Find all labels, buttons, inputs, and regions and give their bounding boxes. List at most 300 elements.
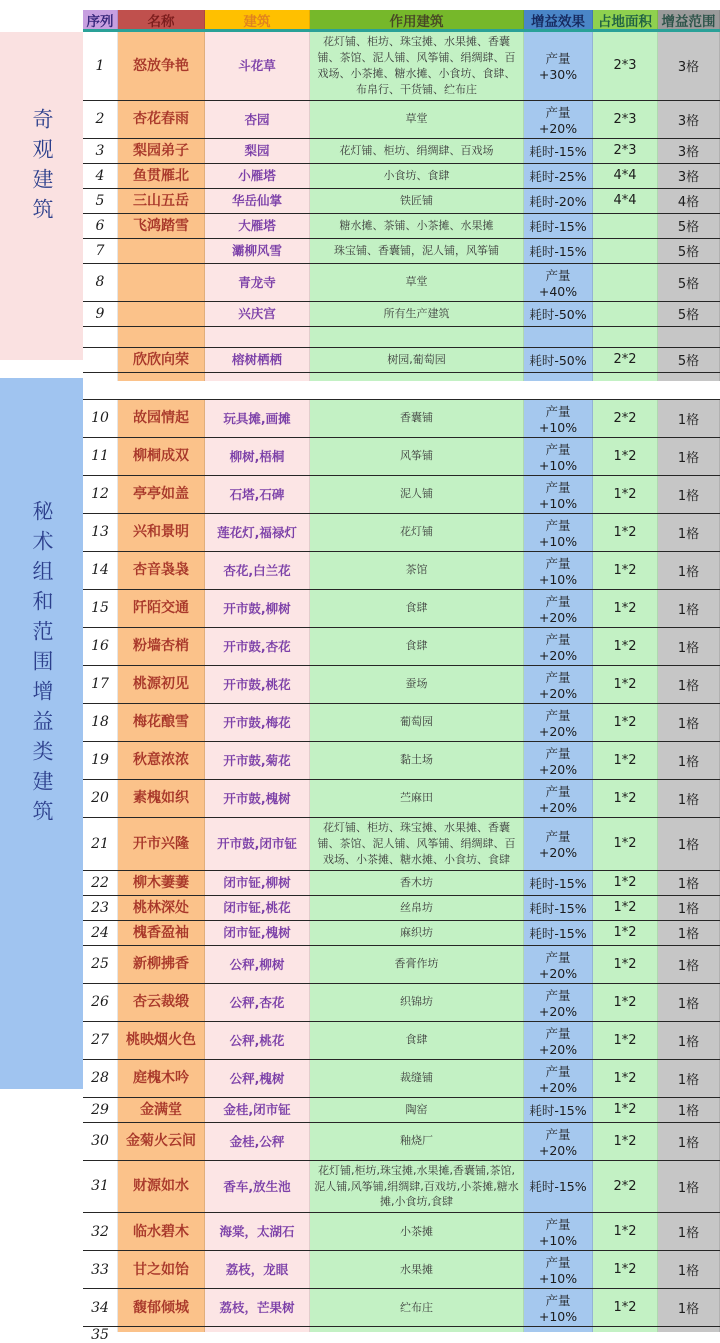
cell-area[interactable]: 1*2 [593, 896, 658, 920]
cell-range[interactable]: 1格 [658, 438, 720, 475]
cell-range[interactable]: 3格 [658, 32, 720, 100]
cell-area[interactable]: 2*3 [593, 32, 658, 100]
cell-seq[interactable]: 26 [83, 984, 118, 1021]
cell-area[interactable]: 2*2 [593, 348, 658, 372]
cell-range[interactable]: 1格 [658, 896, 720, 920]
table-row [83, 513, 720, 551]
cell-building[interactable] [205, 373, 310, 381]
cell-seq[interactable]: 35 [83, 1327, 118, 1332]
cell-targets[interactable] [310, 373, 524, 381]
cell-range[interactable]: 1格 [658, 818, 720, 870]
cell-name[interactable]: 金菊火云间 [118, 1123, 205, 1160]
cell-targets[interactable]: 草堂 [310, 264, 524, 301]
cell-effect[interactable]: 产量+10% [524, 552, 593, 589]
cell-seq[interactable]: 9 [83, 302, 118, 326]
cell-name[interactable]: 金满堂 [118, 1098, 205, 1122]
header-seq[interactable]: 序列 [83, 10, 118, 29]
cell-area[interactable]: 1*2 [593, 552, 658, 589]
cell-range[interactable]: 1格 [658, 780, 720, 817]
cell-name[interactable] [118, 373, 205, 381]
cell-building[interactable]: 小雁塔 [205, 164, 310, 188]
cell-targets[interactable]: 花灯铺,柜坊,珠宝摊,水果摊,香囊铺,茶馆,泥人铺,风筝铺,绢绸肆,百戏坊,小茶摊,糖水摊,小食坊,食肆 [310, 1161, 524, 1213]
cell-name[interactable]: 临水碧木 [118, 1213, 205, 1250]
cell-targets[interactable]: 黏土场 [310, 742, 524, 779]
cell-name[interactable]: 兴和景明 [118, 514, 205, 551]
cell-area[interactable]: 1*2 [593, 984, 658, 1021]
cell-area[interactable] [593, 214, 658, 238]
cell-effect[interactable]: 耗时-15% [524, 871, 593, 895]
cell-effect[interactable]: 产量+10% [524, 1251, 593, 1288]
cell-range[interactable]: 3格 [658, 139, 720, 163]
table-row [83, 817, 720, 870]
cell-range[interactable]: 1格 [658, 628, 720, 665]
cell-range[interactable]: 1格 [658, 1098, 720, 1122]
cell-building[interactable]: 青龙寺 [205, 264, 310, 301]
table-row [83, 627, 720, 665]
cell-area[interactable]: 1*2 [593, 476, 658, 513]
cell-building[interactable]: 杏花,白兰花 [205, 552, 310, 589]
cell-targets[interactable]: 丝帛坊 [310, 896, 524, 920]
cell-range[interactable]: 1格 [658, 666, 720, 703]
cell-effect[interactable]: 耗时-25% [524, 164, 593, 188]
cell-building[interactable]: 梨园 [205, 139, 310, 163]
cell-seq[interactable]: 22 [83, 871, 118, 895]
cell-targets[interactable]: 花灯铺、柜坊、绢绸肆、百戏场 [310, 139, 524, 163]
cell-range[interactable]: 1格 [658, 514, 720, 551]
cell-seq[interactable]: 4 [83, 164, 118, 188]
cell-effect[interactable]: 耗时-15% [524, 214, 593, 238]
cell-area[interactable]: 2*2 [593, 1161, 658, 1213]
cell-seq[interactable]: 5 [83, 189, 118, 213]
cell-area[interactable]: 2*3 [593, 139, 658, 163]
cell-range[interactable]: 1格 [658, 742, 720, 779]
cell-building[interactable]: 闭市钲,槐树 [205, 921, 310, 945]
cell-area[interactable]: 1*2 [593, 514, 658, 551]
cell-range[interactable]: 1格 [658, 1161, 720, 1213]
cell-targets[interactable]: 苎麻田 [310, 780, 524, 817]
cell-name[interactable] [118, 264, 205, 301]
cell-effect[interactable]: 产量+20% [524, 780, 593, 817]
cell-building[interactable]: 斗花草 [205, 32, 310, 100]
cell-range[interactable]: 1格 [658, 1123, 720, 1160]
cell-building[interactable] [205, 327, 310, 347]
section-label-wonder-text: 奇观建筑 [30, 108, 55, 228]
cell-effect[interactable]: 产量+10% [524, 400, 593, 437]
cell-effect[interactable] [524, 327, 593, 347]
cell-building[interactable]: 大雁塔 [205, 214, 310, 238]
cell-targets[interactable]: 香囊铺 [310, 400, 524, 437]
header-name[interactable]: 名称 [118, 10, 205, 29]
table-row [83, 400, 720, 437]
cell-name[interactable]: 梅花酿雪 [118, 704, 205, 741]
cell-range[interactable]: 1格 [658, 704, 720, 741]
cell-targets[interactable] [310, 327, 524, 347]
cell-effect[interactable] [524, 1327, 593, 1332]
cell-effect[interactable]: 产量+20% [524, 1022, 593, 1059]
cell-targets[interactable]: 蚕场 [310, 666, 524, 703]
cell-name[interactable]: 庭槐木吟 [118, 1060, 205, 1097]
table-row [83, 945, 720, 983]
cell-effect[interactable]: 产量+20% [524, 590, 593, 627]
cell-seq[interactable]: 1 [83, 32, 118, 100]
table-row [83, 1212, 720, 1250]
cell-seq[interactable] [83, 348, 118, 372]
cell-area[interactable]: 1*2 [593, 871, 658, 895]
table-row [83, 1021, 720, 1059]
cell-building[interactable] [205, 1327, 310, 1332]
cell-area[interactable]: 1*2 [593, 818, 658, 870]
cell-targets[interactable]: 茶馆 [310, 552, 524, 589]
cell-name[interactable]: 秋意浓浓 [118, 742, 205, 779]
cell-targets[interactable]: 所有生产建筑 [310, 302, 524, 326]
cell-targets[interactable]: 葡萄园 [310, 704, 524, 741]
cell-effect[interactable]: 耗时-50% [524, 302, 593, 326]
cell-building[interactable]: 开市鼓,杏花 [205, 628, 310, 665]
cell-targets[interactable]: 风筝铺 [310, 438, 524, 475]
cell-targets[interactable]: 草堂 [310, 101, 524, 138]
cell-effect[interactable]: 产量+10% [524, 476, 593, 513]
cell-targets[interactable]: 纻布庄 [310, 1289, 524, 1326]
cell-building[interactable]: 榕树栖栖 [205, 348, 310, 372]
cell-targets[interactable]: 釉烧厂 [310, 1123, 524, 1160]
header-building[interactable]: 建筑 [205, 10, 310, 29]
cell-effect[interactable]: 耗时-15% [524, 896, 593, 920]
cell-seq[interactable] [83, 327, 118, 347]
cell-building[interactable]: 闭市钲,桃花 [205, 896, 310, 920]
cell-building[interactable]: 公秤,柳树 [205, 946, 310, 983]
cell-targets[interactable]: 铁匠铺 [310, 189, 524, 213]
cell-range[interactable]: 1格 [658, 1289, 720, 1326]
cell-area[interactable]: 2*3 [593, 101, 658, 138]
cell-effect[interactable]: 产量+20% [524, 818, 593, 870]
cell-range[interactable] [658, 1327, 720, 1332]
cell-seq[interactable]: 8 [83, 264, 118, 301]
cell-range[interactable] [658, 373, 720, 381]
cell-seq[interactable]: 17 [83, 666, 118, 703]
table-row [83, 138, 720, 163]
cell-name[interactable] [118, 302, 205, 326]
cell-name[interactable]: 新柳拂香 [118, 946, 205, 983]
cell-effect[interactable]: 产量+20% [524, 1123, 593, 1160]
cell-seq[interactable]: 3 [83, 139, 118, 163]
header-effect[interactable]: 增益效果 [524, 10, 593, 29]
cell-name[interactable]: 槐香盈袖 [118, 921, 205, 945]
cell-seq[interactable]: 16 [83, 628, 118, 665]
cell-seq[interactable]: 7 [83, 239, 118, 263]
cell-building[interactable]: 开市鼓,桃花 [205, 666, 310, 703]
table-row [83, 551, 720, 589]
cell-area[interactable]: 1*2 [593, 946, 658, 983]
cell-building[interactable]: 公秤,杏花 [205, 984, 310, 1021]
cell-building[interactable]: 石塔,石碑 [205, 476, 310, 513]
cell-name[interactable]: 欣欣向荣 [118, 348, 205, 372]
cell-effect[interactable]: 产量+10% [524, 1289, 593, 1326]
cell-seq[interactable]: 34 [83, 1289, 118, 1326]
cell-area[interactable]: 1*2 [593, 1022, 658, 1059]
cell-area[interactable]: 1*2 [593, 628, 658, 665]
cell-targets[interactable]: 织锦坊 [310, 984, 524, 1021]
cell-range[interactable]: 4格 [658, 189, 720, 213]
cell-area[interactable] [593, 327, 658, 347]
cell-effect[interactable]: 产量+20% [524, 704, 593, 741]
cell-effect[interactable]: 产量+20% [524, 628, 593, 665]
cell-targets[interactable]: 小茶摊 [310, 1213, 524, 1250]
cell-building[interactable]: 华岳仙掌 [205, 189, 310, 213]
cell-range[interactable]: 3格 [658, 101, 720, 138]
cell-effect[interactable] [524, 373, 593, 381]
cell-effect[interactable]: 产量+10% [524, 438, 593, 475]
cell-area[interactable]: 1*2 [593, 666, 658, 703]
cell-area[interactable]: 1*2 [593, 438, 658, 475]
cell-name[interactable]: 桃映烟火色 [118, 1022, 205, 1059]
cell-targets[interactable]: 食肆 [310, 1022, 524, 1059]
cell-area[interactable]: 1*2 [593, 780, 658, 817]
table-row [83, 301, 720, 326]
cell-building[interactable]: 荔枝，芒果树 [205, 1289, 310, 1326]
cell-building[interactable]: 兴庆宫 [205, 302, 310, 326]
cell-name[interactable]: 甘之如饴 [118, 1251, 205, 1288]
cell-name[interactable]: 粉墙杏梢 [118, 628, 205, 665]
cell-targets[interactable]: 裁缝铺 [310, 1060, 524, 1097]
cell-targets[interactable]: 麻织坊 [310, 921, 524, 945]
cell-building[interactable]: 香车,放生池 [205, 1161, 310, 1213]
cell-name[interactable]: 杏花春雨 [118, 101, 205, 138]
cell-name[interactable]: 亭亭如盖 [118, 476, 205, 513]
cell-targets[interactable]: 糖水摊、茶铺、小茶摊、水果摊 [310, 214, 524, 238]
cell-range[interactable]: 1格 [658, 1251, 720, 1288]
cell-effect[interactable]: 产量+20% [524, 946, 593, 983]
cell-building[interactable]: 玩具摊,画摊 [205, 400, 310, 437]
cell-building[interactable]: 开市鼓,闭市钲 [205, 818, 310, 870]
cell-effect[interactable]: 耗时-15% [524, 239, 593, 263]
cell-name[interactable]: 馥郁倾城 [118, 1289, 205, 1326]
cell-range[interactable]: 1格 [658, 400, 720, 437]
cell-range[interactable] [658, 327, 720, 347]
header-row [83, 10, 720, 29]
cell-building[interactable]: 杏园 [205, 101, 310, 138]
cell-name[interactable]: 财源如水 [118, 1161, 205, 1213]
cell-targets[interactable]: 陶窑 [310, 1098, 524, 1122]
cell-area[interactable]: 2*2 [593, 400, 658, 437]
cell-effect[interactable]: 产量+20% [524, 742, 593, 779]
cell-area[interactable] [593, 264, 658, 301]
cell-name[interactable]: 杏云裁缎 [118, 984, 205, 1021]
cell-name[interactable]: 杏音袅袅 [118, 552, 205, 589]
table-row [83, 665, 720, 703]
cell-effect[interactable]: 产量+30% [524, 32, 593, 100]
cell-seq[interactable]: 29 [83, 1098, 118, 1122]
cell-name[interactable]: 飞鸿踏雪 [118, 214, 205, 238]
header-targets[interactable]: 作用建筑 [310, 10, 524, 29]
cell-building[interactable]: 荔枝，龙眼 [205, 1251, 310, 1288]
cell-building[interactable]: 金桂,闭市钲 [205, 1098, 310, 1122]
cell-seq[interactable]: 30 [83, 1123, 118, 1160]
cell-name[interactable] [118, 1327, 205, 1332]
cell-effect[interactable]: 耗时-15% [524, 1098, 593, 1122]
cell-targets[interactable]: 树园,葡萄园 [310, 348, 524, 372]
cell-range[interactable]: 1格 [658, 1022, 720, 1059]
cell-range[interactable]: 1格 [658, 552, 720, 589]
cell-effect[interactable]: 耗时-15% [524, 1161, 593, 1213]
cell-seq[interactable]: 15 [83, 590, 118, 627]
table-row [83, 983, 720, 1021]
cell-targets[interactable]: 花灯铺、柜坊、珠宝摊、水果摊、香囊铺、茶馆、泥人铺、风筝铺、绢绸肆、百戏场、小茶摊、糖水摊、小食坊、食肆 [310, 818, 524, 870]
cell-area[interactable]: 1*2 [593, 590, 658, 627]
cell-range[interactable]: 1格 [658, 1213, 720, 1250]
section-gap [83, 381, 720, 399]
cell-seq[interactable]: 18 [83, 704, 118, 741]
section-label-wonder-buildings[interactable] [0, 32, 83, 360]
cell-building[interactable]: 莲花灯,福禄灯 [205, 514, 310, 551]
cell-range[interactable]: 5格 [658, 239, 720, 263]
cell-area[interactable]: 1*2 [593, 1289, 658, 1326]
section-label-secret-buildings[interactable] [0, 378, 83, 1089]
cell-seq[interactable]: 10 [83, 400, 118, 437]
cell-area[interactable] [593, 373, 658, 381]
cell-building[interactable]: 开市鼓,梅花 [205, 704, 310, 741]
cell-effect[interactable]: 产量+40% [524, 264, 593, 301]
header-range[interactable]: 增益范围 [658, 10, 720, 29]
section-label-secret-text: 秘术组和范围增益类建筑 [30, 500, 55, 830]
cell-name[interactable]: 怒放争艳 [118, 32, 205, 100]
cell-name[interactable]: 三山五岳 [118, 189, 205, 213]
cell-seq[interactable]: 13 [83, 514, 118, 551]
cell-area[interactable]: 1*2 [593, 1251, 658, 1288]
cell-seq[interactable]: 24 [83, 921, 118, 945]
cell-name[interactable]: 桃林深处 [118, 896, 205, 920]
table-row [83, 188, 720, 213]
cell-effect[interactable]: 耗时-20% [524, 189, 593, 213]
table-row [83, 895, 720, 920]
cell-seq[interactable]: 32 [83, 1213, 118, 1250]
cell-range[interactable]: 1格 [658, 871, 720, 895]
cell-building[interactable]: 开市鼓,槐树 [205, 780, 310, 817]
cell-area[interactable]: 4*4 [593, 164, 658, 188]
cell-area[interactable]: 1*2 [593, 1060, 658, 1097]
cell-area[interactable]: 4*4 [593, 189, 658, 213]
cell-building[interactable]: 闭市钲,柳树 [205, 871, 310, 895]
cell-name[interactable]: 开市兴隆 [118, 818, 205, 870]
cell-building[interactable]: 灞柳风雪 [205, 239, 310, 263]
cell-seq[interactable]: 11 [83, 438, 118, 475]
cell-range[interactable]: 5格 [658, 264, 720, 301]
cell-range[interactable]: 5格 [658, 348, 720, 372]
cell-seq[interactable] [83, 373, 118, 381]
cell-area[interactable]: 1*2 [593, 1123, 658, 1160]
table-row [83, 1097, 720, 1122]
cell-name[interactable]: 阡陌交通 [118, 590, 205, 627]
cell-range[interactable]: 3格 [658, 164, 720, 188]
cell-effect[interactable]: 产量+20% [524, 984, 593, 1021]
cell-targets[interactable]: 泥人铺 [310, 476, 524, 513]
cell-range[interactable]: 5格 [658, 302, 720, 326]
cell-building[interactable]: 金桂,公秤 [205, 1123, 310, 1160]
cell-building[interactable]: 开市鼓,柳树 [205, 590, 310, 627]
cell-seq[interactable]: 2 [83, 101, 118, 138]
cell-area[interactable]: 1*2 [593, 704, 658, 741]
cell-name[interactable]: 柳桐成双 [118, 438, 205, 475]
cell-seq[interactable]: 25 [83, 946, 118, 983]
cell-seq[interactable]: 28 [83, 1060, 118, 1097]
cell-effect[interactable]: 耗时-50% [524, 348, 593, 372]
cell-targets[interactable]: 花灯铺 [310, 514, 524, 551]
cell-effect[interactable]: 产量+20% [524, 101, 593, 138]
cell-effect[interactable]: 耗时-15% [524, 921, 593, 945]
header-area[interactable]: 占地面积 [593, 10, 658, 29]
cell-area[interactable] [593, 239, 658, 263]
cell-range[interactable]: 1格 [658, 921, 720, 945]
cell-targets[interactable]: 珠宝铺、香囊铺，泥人铺，风筝铺 [310, 239, 524, 263]
cell-area[interactable]: 1*2 [593, 921, 658, 945]
table-row [83, 213, 720, 238]
cell-area[interactable] [593, 302, 658, 326]
cell-effect[interactable]: 产量+10% [524, 514, 593, 551]
cell-seq[interactable]: 27 [83, 1022, 118, 1059]
cell-seq[interactable]: 20 [83, 780, 118, 817]
cell-effect[interactable]: 产量+20% [524, 666, 593, 703]
cell-building[interactable]: 公秤,槐树 [205, 1060, 310, 1097]
cell-effect[interactable]: 产量+10% [524, 1213, 593, 1250]
cell-name[interactable] [118, 239, 205, 263]
cell-targets[interactable]: 小食坊、食肆 [310, 164, 524, 188]
cell-range[interactable]: 1格 [658, 1060, 720, 1097]
cell-range[interactable]: 1格 [658, 590, 720, 627]
cell-targets[interactable]: 香木坊 [310, 871, 524, 895]
cell-building[interactable]: 海棠，太湖石 [205, 1213, 310, 1250]
cell-seq[interactable]: 14 [83, 552, 118, 589]
cell-targets[interactable] [310, 1327, 524, 1332]
cell-targets[interactable]: 水果摊 [310, 1251, 524, 1288]
cell-name[interactable]: 桃源初见 [118, 666, 205, 703]
cell-targets[interactable]: 花灯铺、柜坊、珠宝摊、水果摊、香囊铺、茶馆、泥人铺、风筝铺、绢绸肆、百戏场、小茶摊、糖水摊、小食坊、食肆、布帛行、干货铺、纻布庄 [310, 32, 524, 100]
cell-seq[interactable]: 19 [83, 742, 118, 779]
table-row [83, 437, 720, 475]
cell-effect[interactable]: 产量+20% [524, 1060, 593, 1097]
cell-name[interactable]: 鱼贯雁北 [118, 164, 205, 188]
cell-seq[interactable]: 23 [83, 896, 118, 920]
cell-building[interactable]: 开市鼓,菊花 [205, 742, 310, 779]
cell-range[interactable]: 1格 [658, 476, 720, 513]
cell-seq[interactable]: 31 [83, 1161, 118, 1213]
cell-seq[interactable]: 6 [83, 214, 118, 238]
cell-name[interactable]: 素槐如织 [118, 780, 205, 817]
section-secret-rows [83, 399, 720, 1343]
cell-seq[interactable]: 33 [83, 1251, 118, 1288]
cell-name[interactable]: 柳木萋萋 [118, 871, 205, 895]
cell-name[interactable] [118, 327, 205, 347]
cell-name[interactable]: 梨园弟子 [118, 139, 205, 163]
cell-targets[interactable]: 食肆 [310, 628, 524, 665]
cell-range[interactable]: 5格 [658, 214, 720, 238]
cell-name[interactable]: 故园情起 [118, 400, 205, 437]
cell-seq[interactable]: 12 [83, 476, 118, 513]
table-row [83, 1250, 720, 1288]
cell-area[interactable]: 1*2 [593, 1098, 658, 1122]
table-row [83, 100, 720, 138]
cell-area[interactable]: 1*2 [593, 1213, 658, 1250]
cell-range[interactable]: 1格 [658, 984, 720, 1021]
cell-seq[interactable]: 21 [83, 818, 118, 870]
cell-effect[interactable]: 耗时-15% [524, 139, 593, 163]
table-row [83, 163, 720, 188]
cell-building[interactable]: 公秤,桃花 [205, 1022, 310, 1059]
cell-range[interactable]: 1格 [658, 946, 720, 983]
cell-targets[interactable]: 食肆 [310, 590, 524, 627]
cell-targets[interactable]: 香膏作坊 [310, 946, 524, 983]
cell-building[interactable]: 柳树,梧桐 [205, 438, 310, 475]
cell-area[interactable]: 1*2 [593, 742, 658, 779]
cell-area[interactable] [593, 1327, 658, 1332]
